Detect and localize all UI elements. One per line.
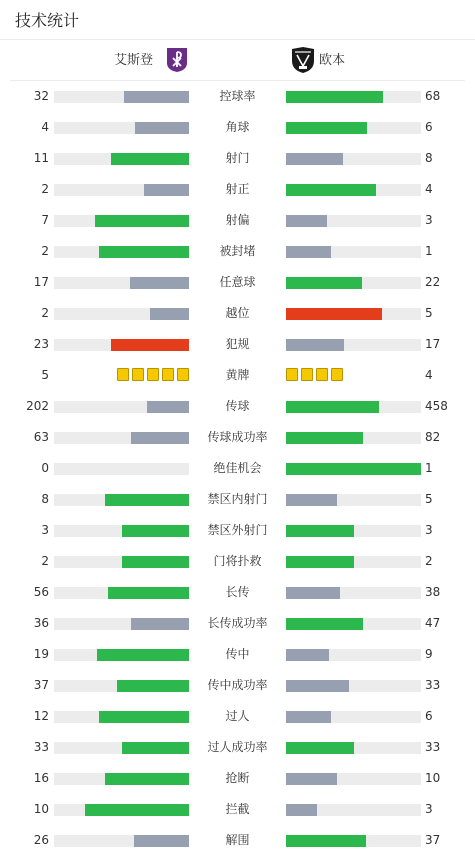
stat-label: 抢断 bbox=[225, 771, 250, 785]
away-stat-bar-fill bbox=[286, 649, 329, 661]
away-stat-value: 6 bbox=[425, 709, 433, 723]
yellow-card-icon bbox=[147, 368, 159, 381]
home-stat-bar bbox=[54, 463, 189, 475]
away-stat-bar bbox=[286, 463, 421, 475]
home-stat-bar-fill bbox=[131, 618, 189, 630]
home-stat-bar-fill bbox=[150, 308, 189, 320]
stat-label: 射门 bbox=[225, 151, 250, 165]
home-stat-bar-fill bbox=[122, 556, 190, 568]
home-stat-bar bbox=[54, 680, 189, 692]
home-stat-bar-fill bbox=[147, 401, 189, 413]
stat-label: 禁区内射门 bbox=[207, 492, 268, 506]
away-stat-value: 6 bbox=[425, 120, 433, 134]
stat-row bbox=[0, 143, 475, 174]
yellow-card-icon bbox=[286, 368, 298, 381]
home-stat-value: 11 bbox=[33, 151, 49, 165]
away-stat-bar-fill bbox=[286, 122, 367, 134]
stat-label: 射偏 bbox=[225, 213, 250, 227]
stat-row bbox=[0, 236, 475, 267]
home-stat-value: 202 bbox=[26, 399, 49, 413]
stat-row bbox=[0, 298, 475, 329]
home-stat-value: 2 bbox=[41, 306, 49, 320]
away-stat-bar-fill bbox=[286, 525, 354, 537]
home-stat-bar-fill bbox=[130, 277, 189, 289]
stat-label: 传中成功率 bbox=[207, 678, 268, 692]
stat-label: 解围 bbox=[225, 833, 250, 847]
home-stat-value: 2 bbox=[41, 244, 49, 258]
away-team-name[interactable]: 欧本 bbox=[319, 53, 346, 68]
stat-row bbox=[0, 546, 475, 577]
home-stat-value: 5 bbox=[41, 368, 49, 382]
home-stat-bar bbox=[54, 587, 189, 599]
away-yellow-cards bbox=[286, 368, 343, 381]
home-stat-bar bbox=[54, 401, 189, 413]
home-stat-bar bbox=[54, 773, 189, 785]
away-stat-bar bbox=[286, 525, 421, 537]
away-stat-bar bbox=[286, 618, 421, 630]
home-stat-bar bbox=[54, 153, 189, 165]
away-stat-value: 22 bbox=[425, 275, 441, 289]
away-stat-bar bbox=[286, 680, 421, 692]
home-stat-value: 37 bbox=[33, 678, 49, 692]
away-stat-bar-fill bbox=[286, 246, 331, 258]
stat-label: 传中 bbox=[225, 647, 250, 661]
home-stat-bar-fill bbox=[111, 339, 189, 351]
home-stat-value: 16 bbox=[33, 771, 49, 785]
away-stat-bar bbox=[286, 339, 421, 351]
away-stat-bar bbox=[286, 401, 421, 413]
stat-label: 拦截 bbox=[225, 802, 250, 816]
away-stat-bar bbox=[286, 122, 421, 134]
home-stat-bar bbox=[54, 215, 189, 227]
stat-row bbox=[0, 174, 475, 205]
home-stat-bar-fill bbox=[111, 153, 189, 165]
home-stat-value: 36 bbox=[33, 616, 49, 630]
stat-label: 传球成功率 bbox=[207, 430, 268, 444]
away-stat-bar bbox=[286, 215, 421, 227]
home-stat-bar bbox=[54, 339, 189, 351]
stat-label: 过人成功率 bbox=[207, 740, 268, 754]
away-stat-bar bbox=[286, 494, 421, 506]
home-stat-value: 12 bbox=[33, 709, 49, 723]
stat-row bbox=[0, 267, 475, 298]
away-stat-bar-fill bbox=[286, 835, 366, 847]
stat-row bbox=[0, 825, 475, 856]
away-stat-bar-fill bbox=[286, 215, 327, 227]
stat-label: 犯规 bbox=[225, 337, 250, 351]
section-header bbox=[0, 0, 475, 40]
stat-label: 绝佳机会 bbox=[213, 461, 262, 475]
stat-row bbox=[0, 577, 475, 608]
away-stat-value: 33 bbox=[425, 740, 441, 754]
away-stat-bar bbox=[286, 432, 421, 444]
stat-row bbox=[0, 763, 475, 794]
home-stat-value: 23 bbox=[33, 337, 49, 351]
home-stat-value: 56 bbox=[33, 585, 49, 599]
away-stat-bar-fill bbox=[286, 463, 421, 475]
stat-row bbox=[0, 112, 475, 143]
home-stat-bar bbox=[54, 494, 189, 506]
away-stat-value: 38 bbox=[425, 585, 441, 599]
home-yellow-cards bbox=[117, 368, 189, 381]
away-stat-bar-fill bbox=[286, 401, 379, 413]
stat-row bbox=[0, 670, 475, 701]
away-stat-bar bbox=[286, 91, 421, 103]
stat-label: 任意球 bbox=[219, 275, 256, 289]
home-stat-bar bbox=[54, 432, 189, 444]
away-stat-bar bbox=[286, 246, 421, 258]
home-stat-bar-fill bbox=[85, 804, 189, 816]
away-stat-bar bbox=[286, 587, 421, 599]
home-stat-value: 4 bbox=[41, 120, 49, 134]
yellow-card-icon bbox=[162, 368, 174, 381]
away-stat-bar bbox=[286, 804, 421, 816]
stat-row bbox=[0, 205, 475, 236]
home-team-name[interactable]: 艾斯登 bbox=[113, 53, 153, 68]
stat-label: 过人 bbox=[225, 709, 250, 723]
away-stat-bar-fill bbox=[286, 308, 382, 320]
home-stat-value: 17 bbox=[33, 275, 49, 289]
home-stat-bar bbox=[54, 556, 189, 568]
stat-label: 门将扑救 bbox=[213, 554, 262, 568]
away-stat-bar-fill bbox=[286, 91, 383, 103]
away-stat-value: 3 bbox=[425, 802, 433, 816]
away-stat-value: 47 bbox=[425, 616, 441, 630]
home-stat-bar bbox=[54, 649, 189, 661]
home-stat-bar-fill bbox=[105, 773, 189, 785]
away-stat-value: 4 bbox=[425, 182, 433, 196]
away-stat-value: 5 bbox=[425, 492, 433, 506]
home-stat-value: 33 bbox=[33, 740, 49, 754]
section-title: 技术统计 bbox=[15, 11, 80, 30]
stat-label: 黄牌 bbox=[225, 368, 250, 382]
home-stat-bar bbox=[54, 742, 189, 754]
away-team-logo-icon[interactable] bbox=[291, 46, 315, 74]
away-stat-bar bbox=[286, 308, 421, 320]
home-stat-bar bbox=[54, 711, 189, 723]
home-stat-bar-fill bbox=[108, 587, 189, 599]
away-stat-value: 1 bbox=[425, 244, 433, 258]
away-stat-bar bbox=[286, 184, 421, 196]
home-stat-bar bbox=[54, 184, 189, 196]
home-stat-bar bbox=[54, 804, 189, 816]
stat-label: 控球率 bbox=[219, 89, 256, 103]
away-stat-value: 5 bbox=[425, 306, 433, 320]
away-stat-value: 68 bbox=[425, 89, 441, 103]
stat-row bbox=[0, 608, 475, 639]
away-stat-value: 458 bbox=[425, 399, 448, 413]
away-stat-bar-fill bbox=[286, 587, 340, 599]
away-stat-value: 37 bbox=[425, 833, 441, 847]
home-stat-value: 26 bbox=[33, 833, 49, 847]
home-stat-bar-fill bbox=[99, 711, 189, 723]
home-stat-value: 19 bbox=[33, 647, 49, 661]
yellow-card-icon bbox=[132, 368, 144, 381]
stats-list bbox=[0, 81, 475, 856]
away-stat-value: 17 bbox=[425, 337, 441, 351]
home-stat-bar-fill bbox=[124, 91, 189, 103]
home-stat-bar bbox=[54, 835, 189, 847]
stat-row bbox=[0, 515, 475, 546]
away-stat-value: 33 bbox=[425, 678, 441, 692]
away-stat-value: 2 bbox=[425, 554, 433, 568]
home-stat-value: 0 bbox=[41, 461, 49, 475]
stat-row bbox=[0, 453, 475, 484]
stat-label: 角球 bbox=[225, 120, 250, 134]
away-stat-bar-fill bbox=[286, 742, 354, 754]
home-stat-bar bbox=[54, 308, 189, 320]
home-stat-bar-fill bbox=[135, 122, 189, 134]
home-stat-value: 32 bbox=[33, 89, 49, 103]
yellow-card-icon bbox=[331, 368, 343, 381]
away-stat-bar bbox=[286, 773, 421, 785]
home-team-logo-icon[interactable] bbox=[166, 47, 188, 73]
stat-label: 传球 bbox=[225, 399, 250, 413]
yellow-card-icon bbox=[117, 368, 129, 381]
stat-label: 长传 bbox=[225, 585, 250, 599]
away-stat-bar bbox=[286, 153, 421, 165]
away-stat-value: 1 bbox=[425, 461, 433, 475]
away-stat-bar-fill bbox=[286, 184, 376, 196]
away-stat-bar-fill bbox=[286, 804, 317, 816]
stat-row bbox=[0, 484, 475, 515]
away-stat-value: 82 bbox=[425, 430, 441, 444]
home-stat-bar-fill bbox=[122, 742, 190, 754]
teams-header bbox=[10, 40, 465, 81]
away-stat-value: 3 bbox=[425, 523, 433, 537]
stat-row bbox=[0, 329, 475, 360]
stat-row bbox=[0, 732, 475, 763]
home-stat-bar-fill bbox=[99, 246, 189, 258]
stat-row bbox=[0, 639, 475, 670]
home-stat-bar-fill bbox=[134, 835, 189, 847]
away-stat-bar-fill bbox=[286, 153, 343, 165]
yellow-card-icon bbox=[301, 368, 313, 381]
away-stat-bar-fill bbox=[286, 711, 331, 723]
home-stat-bar bbox=[54, 91, 189, 103]
away-stat-bar bbox=[286, 649, 421, 661]
away-stat-value: 9 bbox=[425, 647, 433, 661]
stat-label: 被封堵 bbox=[219, 244, 256, 258]
home-stat-bar bbox=[54, 246, 189, 258]
away-stat-bar-fill bbox=[286, 556, 354, 568]
away-stat-bar-fill bbox=[286, 773, 337, 785]
stat-row bbox=[0, 794, 475, 825]
home-stat-value: 63 bbox=[33, 430, 49, 444]
away-stat-bar-fill bbox=[286, 432, 363, 444]
stat-label: 越位 bbox=[225, 306, 250, 320]
home-stat-bar bbox=[54, 618, 189, 630]
away-stat-value: 3 bbox=[425, 213, 433, 227]
stat-row bbox=[0, 360, 475, 391]
away-stat-value: 8 bbox=[425, 151, 433, 165]
home-stat-bar-fill bbox=[105, 494, 189, 506]
home-stat-value: 10 bbox=[33, 802, 49, 816]
away-stat-bar-fill bbox=[286, 618, 363, 630]
home-stat-bar bbox=[54, 525, 189, 537]
stat-label: 禁区外射门 bbox=[207, 523, 268, 537]
away-stat-value: 4 bbox=[425, 368, 433, 382]
home-stat-bar-fill bbox=[95, 215, 190, 227]
away-stat-bar-fill bbox=[286, 277, 362, 289]
stat-row bbox=[0, 422, 475, 453]
home-stat-value: 7 bbox=[41, 213, 49, 227]
home-stat-bar-fill bbox=[144, 184, 189, 196]
away-stat-bar bbox=[286, 742, 421, 754]
home-stat-value: 2 bbox=[41, 182, 49, 196]
home-stat-value: 3 bbox=[41, 523, 49, 537]
away-stat-bar-fill bbox=[286, 494, 337, 506]
home-stat-bar bbox=[54, 122, 189, 134]
home-stat-bar-fill bbox=[131, 432, 189, 444]
yellow-card-icon bbox=[316, 368, 328, 381]
home-stat-bar-fill bbox=[97, 649, 189, 661]
stat-label: 射正 bbox=[225, 182, 250, 196]
away-stat-bar bbox=[286, 277, 421, 289]
stat-row bbox=[0, 391, 475, 422]
yellow-card-icon bbox=[177, 368, 189, 381]
away-stat-bar bbox=[286, 835, 421, 847]
home-stat-bar-fill bbox=[122, 525, 190, 537]
away-stat-value: 10 bbox=[425, 771, 441, 785]
home-stat-bar-fill bbox=[117, 680, 189, 692]
stat-row bbox=[0, 701, 475, 732]
away-stat-bar bbox=[286, 711, 421, 723]
away-stat-bar-fill bbox=[286, 339, 344, 351]
home-stat-bar bbox=[54, 277, 189, 289]
stat-label: 长传成功率 bbox=[207, 616, 268, 630]
home-stat-value: 2 bbox=[41, 554, 49, 568]
away-stat-bar bbox=[286, 556, 421, 568]
away-stat-bar-fill bbox=[286, 680, 349, 692]
stat-row bbox=[0, 81, 475, 112]
home-stat-value: 8 bbox=[41, 492, 49, 506]
